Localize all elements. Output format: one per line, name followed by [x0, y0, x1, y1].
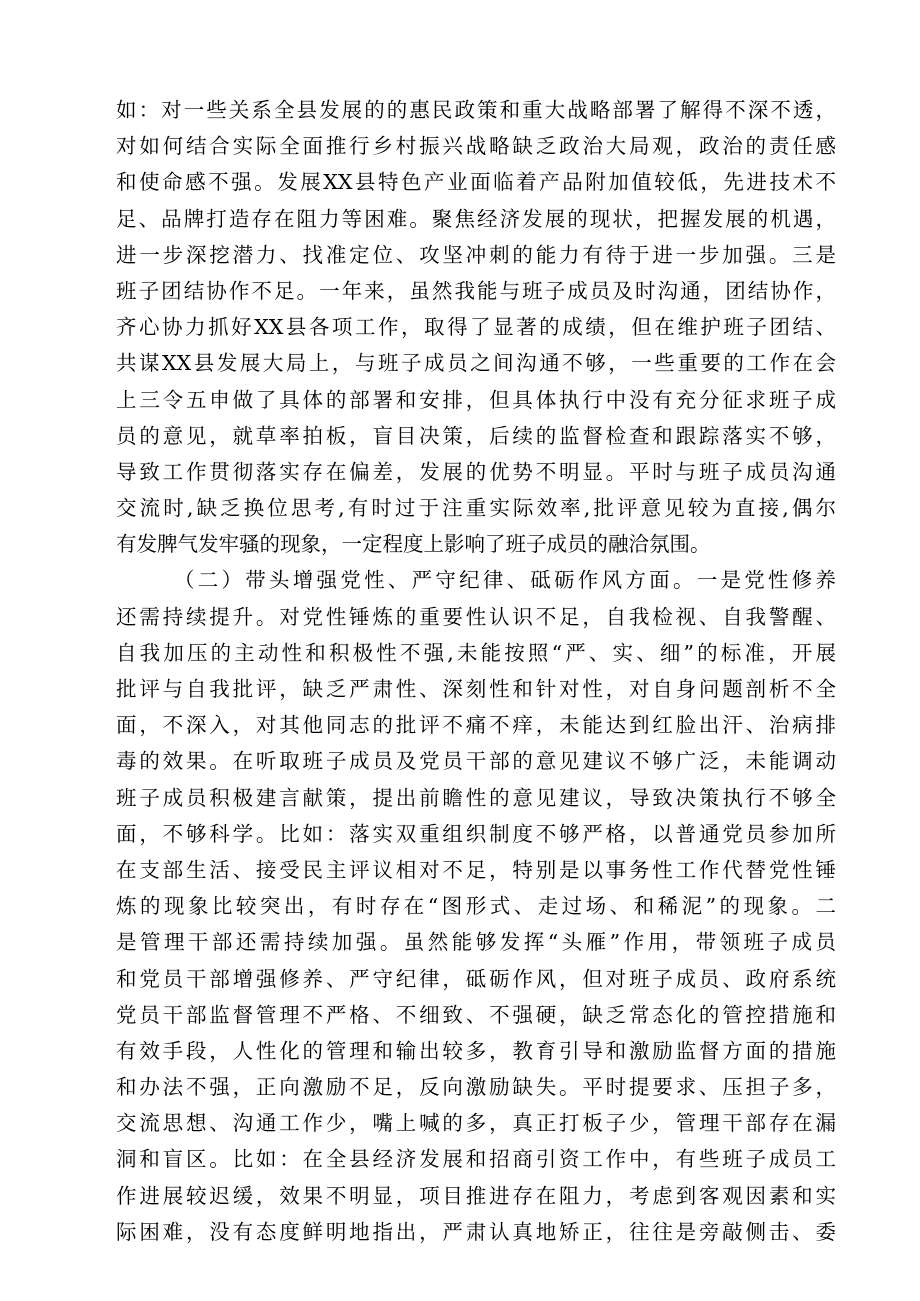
text-line: 进一步深挖潜力、找准定位、攻坚冲刺的能力有待于进一步加强。三是: [116, 242, 836, 267]
text-line: 导致工作贯彻落实存在偏差，发展的优势不明显。平时与班子成员沟通: [116, 459, 836, 484]
text-line: 班子团结协作不足。一年来，虽然我能与班子成员及时沟通，团结协作，: [116, 278, 836, 303]
text-line: 和使命感不强。发展XX县特色产业面临着产品附加值较低，先进技术不: [116, 170, 836, 195]
text-line: 党员干部监督管理不严格、不细致、不强硬，缺乏常态化的管控措施和: [116, 1002, 836, 1027]
text-line: 在支部生活、接受民主评议相对不足，特别是以事务性工作代替党性锤: [116, 857, 836, 882]
text-line: 和党员干部增强修养、严守纪律，砥砺作风，但对班子成员、政府系统: [116, 966, 836, 991]
text-line: 面，不够科学。比如：落实双重组织制度不够严格，以普通党员参加所: [116, 821, 836, 846]
text-line: 对如何结合实际全面推行乡村振兴战略缺乏政治大局观，政治的责任感: [116, 134, 836, 159]
text-line: 有发脾气发牢骚的现象，一定程度上影响了班子成员的融洽氛围。: [116, 532, 711, 557]
text-line: 交流思想、沟通工作少，嘴上喊的多，真正打板子少，管理干部存在漏: [116, 1111, 836, 1136]
text-line: 足、品牌打造存在阻力等困难。聚焦经济发展的现状，把握发展的机遇，: [116, 206, 836, 231]
text-line: 员的意见，就草率拍板，盲目决策，后续的监督检查和跟踪落实不够，: [116, 423, 836, 448]
text-line: 如：对一些关系全县发展的的惠民政策和重大战略部署了解得不深不透，: [116, 98, 836, 122]
text-line: 交流时,缺乏换位思考,有时过于注重实际效率,批评意见较为直接,偶尔: [116, 496, 836, 521]
text-line: 毒的效果。在听取班子成员及党员干部的意见建议不够广泛，未能调动: [116, 749, 836, 774]
text-line: 际困难，没有态度鲜明地指出，严肃认真地矫正，往往是旁敲侧击、委: [116, 1219, 836, 1244]
text-line: 洞和盲区。比如：在全县经济发展和招商引资工作中，有些班子成员工: [116, 1147, 836, 1172]
text-line: 共谋XX县发展大局上，与班子成员之间沟通不够，一些重要的工作在会: [116, 351, 836, 376]
document-page: [116, 92, 836, 1250]
text-line: 面，不深入，对其他同志的批评不痛不痒，未能达到红脸出汗、治病排: [116, 713, 836, 738]
text-line: 上三令五申做了具体的部署和安排，但具体执行中没有充分征求班子成: [116, 387, 836, 412]
text-line: 炼的现象比较突出，有时存在“图形式、走过场、和稀泥”的现象。二: [116, 894, 836, 919]
text-line: 作进展较迟缓，效果不明显，项目推进存在阻力，考虑到客观因素和实: [116, 1183, 836, 1208]
text-line: 齐心协力抓好XX县各项工作，取得了显著的成绩，但在维护班子团结、: [116, 315, 836, 340]
text-line: （二）带头增强党性、严守纪律、砥砺作风方面。一是党性修养: [174, 568, 836, 593]
text-line: 有效手段，人性化的管理和输出较多，教育引导和激励监督方面的措施: [116, 1038, 836, 1063]
text-line: 是管理干部还需持续加强。虽然能够发挥“头雁”作用，带领班子成员: [116, 930, 836, 955]
text-line: 班子成员积极建言献策，提出前瞻性的意见建议，导致决策执行不够全: [116, 785, 836, 810]
text-line: 自我加压的主动性和积极性不强,未能按照“严、实、细”的标准，开展: [116, 640, 836, 665]
text-line: 批评与自我批评，缺乏严肃性、深刻性和针对性，对自身问题剖析不全: [116, 677, 836, 701]
text-line: 还需持续提升。对党性锤炼的重要性认识不足，自我检视、自我警醒、: [116, 604, 836, 629]
text-line: 和办法不强，正向激励不足，反向激励缺失。平时提要求、压担子多，: [116, 1075, 836, 1100]
